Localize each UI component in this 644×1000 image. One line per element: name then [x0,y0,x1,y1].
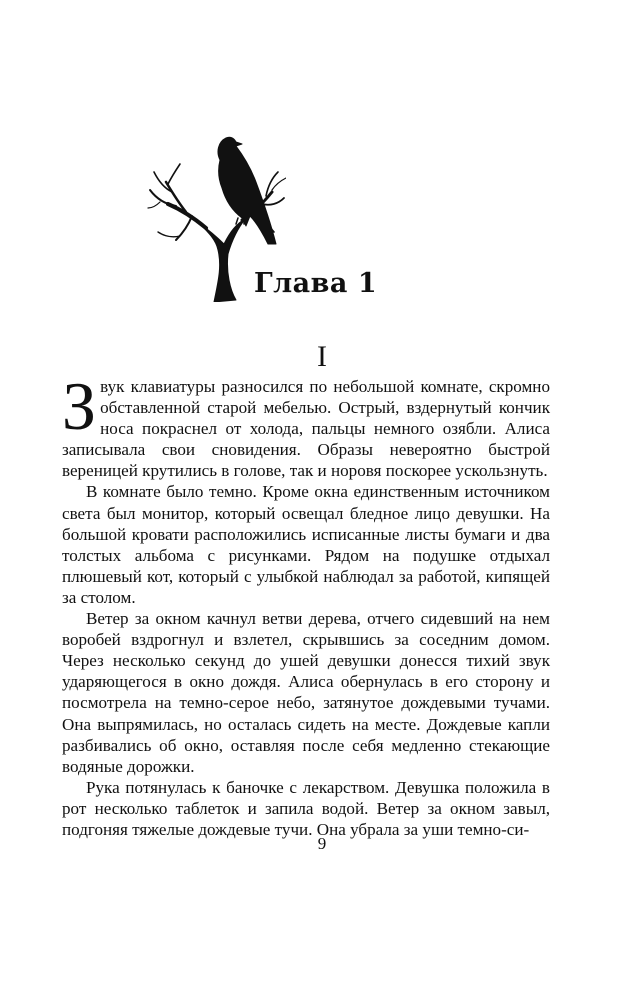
paragraph-3: Ветер за окном качнул ветви дерева, отчего сидевший на нем воробей вздрогнул и взлетел, скрывшись за соседним домом. Через несколько секунд до ушей девушки донесся тихий звук ударяющегося в окно дождя. Алиса обернулась в его сторону и посмотрела на темно-серое небо, затянутое дождевыми тучами. Она выпрямилась, но осталась сидеть на месте. Дождевые капли разбивались об окно, оставляя после себя медленно стекающие водяные дорожки. [62,609,550,776]
paragraph-4: Рука потянулась к баночке с лекарством. Девушка положила в рот несколько таблеток и запила водой. Ветер за окном завыл, подгоняя тяжелые дождевые тучи. Она убрала за уши темно-си- [62,777,550,839]
body-text [62,368,550,840]
paragraph-2: В комнате было темно. Кроме окна единственным источником света был монитор, который освещал бледное лицо девушки. На большой кровати расположились исписанные листы бумаги и два толстых альбома с рисунками. Рядом на подушке отдыхал плюшевый кот, который с улыбкой наблюдал за работой, кипящей за столом. [62,482,550,607]
paragraph-1-text: вук клавиатуры разносился по небольшой комнате, скромно обставленной старой мебелью. Острый, вздернутый кончик носа покраснел от холода, пальцы немного озябли. Алиса записывала свои сновидения. Образы невероятно быстрой вереницей крутились в голове, так и норовя поскорее ускользнуть. [62,377,550,481]
drop-cap: З [62,368,97,444]
section-numeral: I [317,340,327,373]
chapter-title: Глава 1 [254,268,378,299]
page-number: 9 [317,834,327,853]
paragraph-1 [62,368,550,481]
